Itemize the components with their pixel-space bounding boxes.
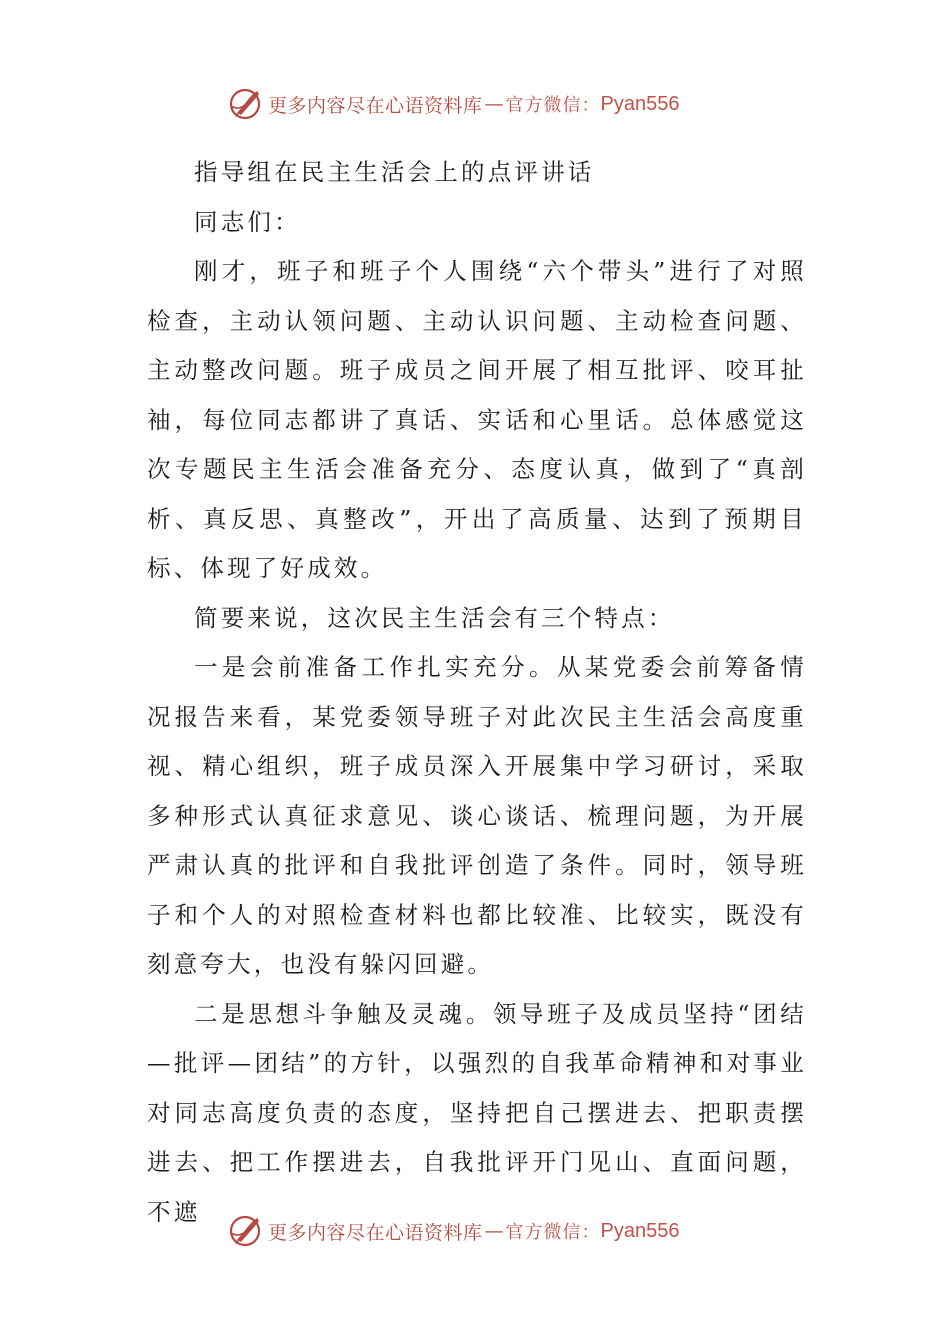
header-banner xyxy=(228,84,679,124)
pen-nib-icon xyxy=(228,86,264,122)
paragraph: 刚才，班子和班子个人围绕“六个带头”进行了对照检查，主动认领问题、主动认识问题、主动检查问题、主动整改问题。班子成员之间开展了相互批评、咬耳扯袖，每位同志都讲了真话、实话和心里话。总体感觉这次专题民主生活会准备充分、态度认真，做到了“真剖析、真反思、真整改”，开出了高质量、达到了预期目标、体现了好成效。 xyxy=(147,257,807,582)
salutation: 同志们： xyxy=(194,207,301,236)
banner-wechat-id: Pyan556 xyxy=(600,92,680,115)
banner-separator: — xyxy=(484,1220,504,1242)
paragraph: 二是思想斗争触及灵魂。领导班子及成员坚持“团结—批评—团结”的方针，以强烈的自我革命精神和对事业对同志高度负责的态度，坚持把自己摆进去、把职责摆进去、把工作摆进去，自我批评开门见山、直面问题，不遮 xyxy=(147,999,807,1226)
paragraph: 一是会前准备工作扎实充分。从某党委会前筹备情况报告来看，某党委领导班子对此次民主生活会高度重视、精心组织，班子成员深入开展集中学习研讨，采取多种形式认真征求意见、谈心谈话、梳理问题，为开展严肃认真的批评和自我批评创造了条件。同时，领导班子和个人的对照检查材料也都比较准、比较实，既没有刻意夸大，也没有躲闪回避。 xyxy=(147,653,807,978)
banner-site-text: 更多内容尽在心语资料库 xyxy=(268,1221,483,1244)
pen-nib-icon xyxy=(228,1213,264,1249)
document-title: 指导组在民主生活会上的点评讲话 xyxy=(194,158,595,186)
footer-banner xyxy=(228,1211,679,1251)
paragraph: 简要来说，这次民主生活会有三个特点： xyxy=(194,603,675,632)
banner-site-text: 更多内容尽在心语资料库 xyxy=(268,94,483,117)
banner-wechat-label: 官方微信： xyxy=(505,95,601,116)
banner-wechat-label: 官方微信： xyxy=(505,1222,601,1243)
banner-separator: — xyxy=(484,93,504,115)
banner-wechat-id: Pyan556 xyxy=(600,1219,680,1242)
document-body xyxy=(147,148,807,1237)
